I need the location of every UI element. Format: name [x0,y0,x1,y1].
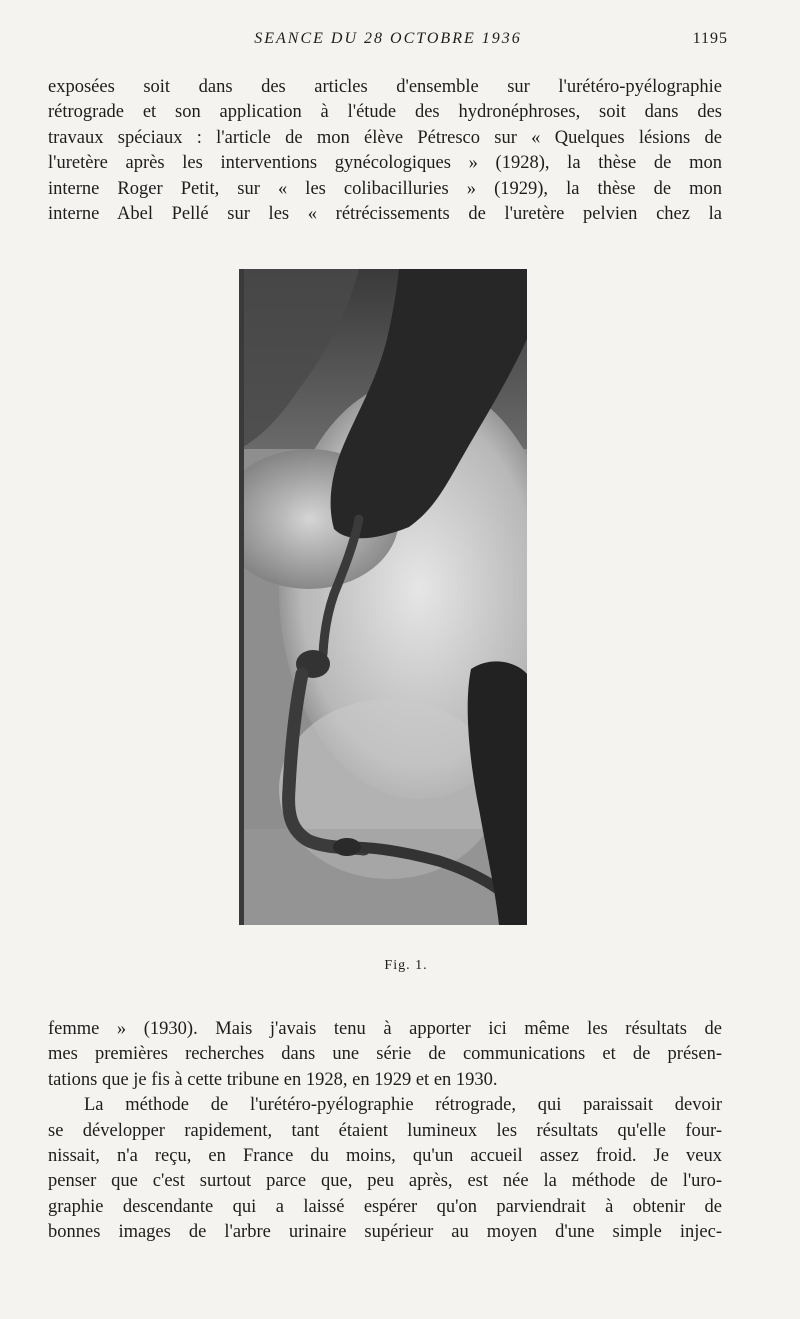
text-line: rétrograde et son application à l'étude des hydronéphroses, soit dans des [48,102,722,123]
text-line: l'uretère après les interventions gynécologiques » (1928), la thèse de mon [48,153,722,174]
paragraph-1 [48,75,722,227]
text-line: tations que je fis à cette tribune en 1928, en 1929 et en 1930. [48,1069,498,1090]
xray-figure [239,269,527,925]
page-number: 1195 [692,30,728,47]
header-title: SEANCE DU 28 OCTOBRE 1936 [254,30,522,47]
text-line: femme » (1930). Mais j'avais tenu à apporter ici même les résultats de [48,1019,722,1039]
text-line: penser que c'est surtout parce que, peu après, est née la méthode de l'uro- [48,1171,722,1192]
paragraph-2 [48,1017,722,1246]
text-line: interne Abel Pellé sur les « rétrécissements de l'uretère pelvien chez la [48,204,722,225]
text-line: exposées soit dans des articles d'ensemble sur l'urétéro-pyélographie [48,77,722,97]
xray-image [239,269,527,925]
text-line: travaux spéciaux : l'article de mon élève Pétresco sur « Quelques lésions de [48,127,722,148]
text-line: interne Roger Petit, sur « les colibacilluries » (1929), la thèse de mon [48,178,722,199]
text-line: se développer rapidement, tant étaient lumineux les résultats qu'elle four- [48,1120,722,1141]
text-line: graphie descendante qui a laissé espérer qu'on parviendrait à obtenir de [48,1196,722,1217]
text-line: nissait, n'a reçu, en France du moins, qu'un accueil assez froid. Je veux [48,1146,722,1167]
figure-caption: Fig. 1. [384,958,428,973]
text-line: mes premières recherches dans une série de communications et de présen- [48,1044,722,1065]
text-line: bonnes images de l'arbre urinaire supérieur au moyen d'une simple injec- [48,1222,722,1243]
text-line: La méthode de l'urétéro-pyélographie rétrograde, qui paraissait devoir [84,1095,722,1116]
